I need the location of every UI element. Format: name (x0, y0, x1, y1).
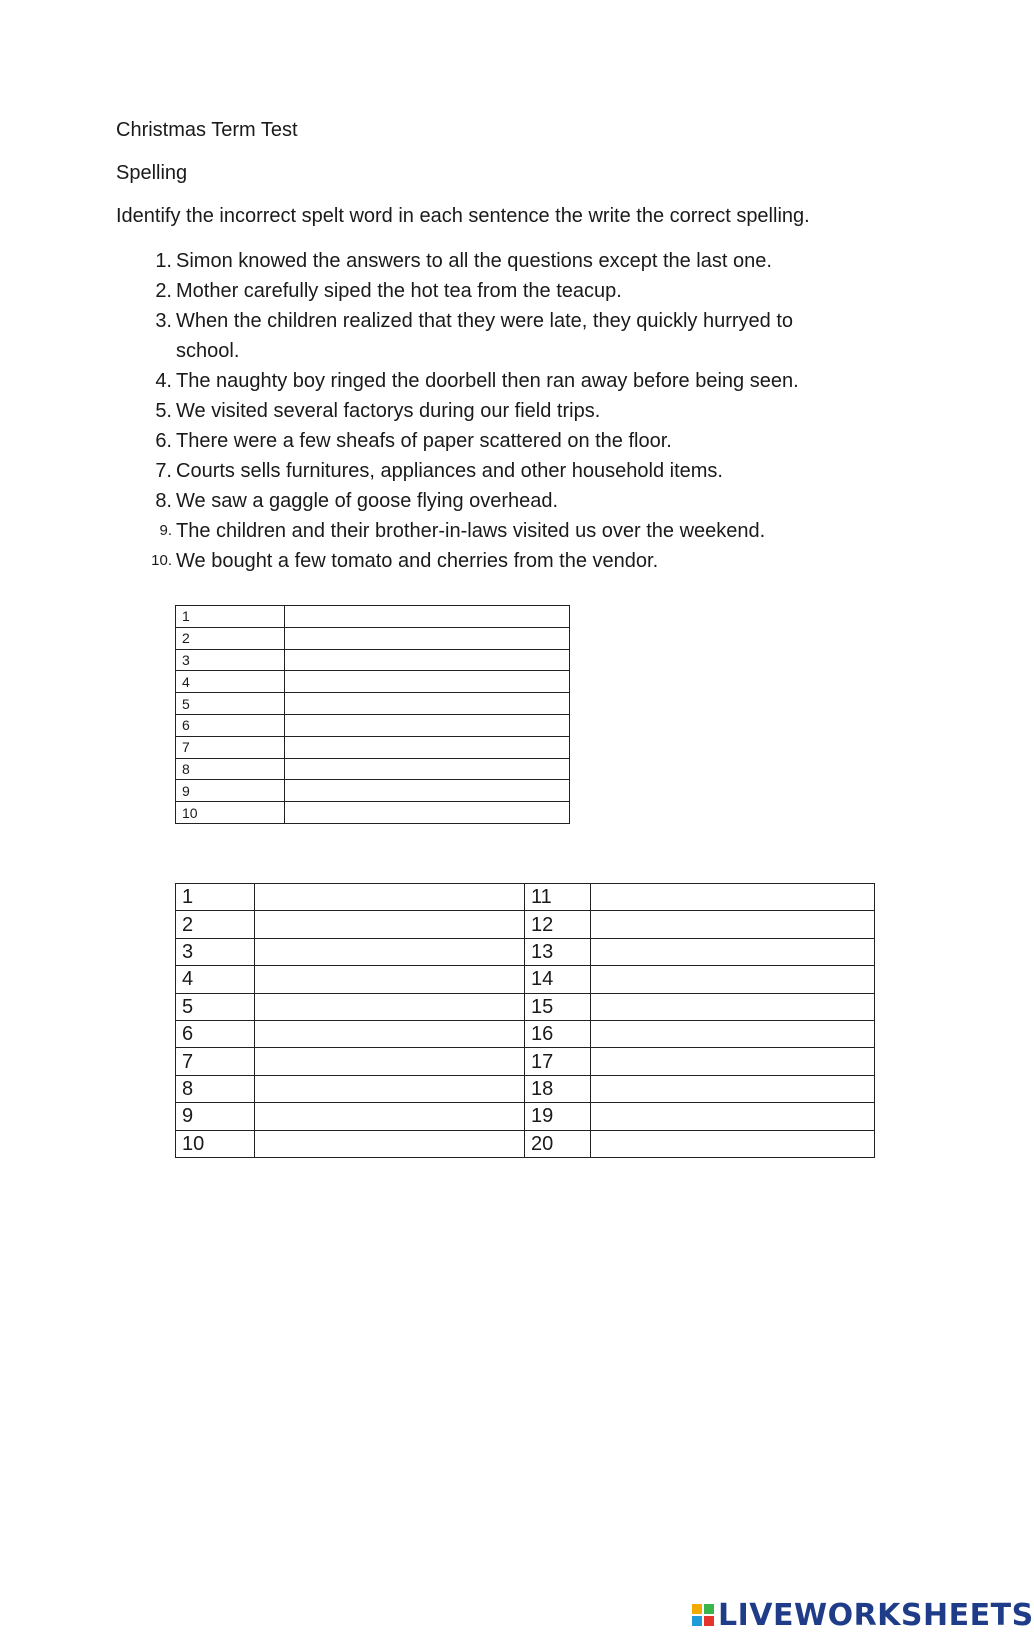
question-text: Mother carefully siped the hot tea from the teacup. (176, 280, 622, 302)
answer-cell[interactable] (285, 780, 570, 802)
row-number: 16 (525, 1020, 591, 1047)
question-number: 9. (159, 522, 172, 539)
document-title: Christmas Term Test (116, 119, 298, 141)
row-number: 9 (176, 1103, 255, 1130)
table-row (176, 714, 570, 736)
answer-cell[interactable] (285, 649, 570, 671)
answer-cell[interactable] (591, 884, 875, 911)
question-text: We visited several factorys during our field trips. (176, 400, 601, 422)
table-row (176, 1103, 875, 1130)
answer-cell[interactable] (591, 1048, 875, 1075)
answer-cell[interactable] (591, 938, 875, 965)
answer-cell[interactable] (285, 736, 570, 758)
answer-cell[interactable] (255, 911, 525, 938)
question-text: The children and their brother-in-laws visited us over the weekend. (176, 520, 766, 542)
answer-table-small (175, 605, 570, 824)
table-row (176, 884, 875, 911)
table-row (176, 693, 570, 715)
answer-cell[interactable] (285, 802, 570, 824)
question-number: 3. (155, 310, 172, 332)
answer-cell[interactable] (285, 714, 570, 736)
row-number: 7 (176, 736, 285, 758)
question-number: 2. (155, 280, 172, 302)
row-number: 19 (525, 1103, 591, 1130)
logo-square (692, 1616, 702, 1626)
liveworksheets-logo-icon (692, 1604, 714, 1626)
table-row (176, 1048, 875, 1075)
row-number: 13 (525, 938, 591, 965)
answer-table-large (175, 883, 875, 1158)
answer-cell[interactable] (591, 1130, 875, 1157)
question-text: We bought a few tomato and cherries from the vendor. (176, 550, 659, 572)
logo-square (704, 1616, 714, 1626)
row-number: 10 (176, 802, 285, 824)
answer-cell[interactable] (591, 1075, 875, 1102)
row-number: 8 (176, 758, 285, 780)
answer-cell[interactable] (255, 884, 525, 911)
question-number: 10. (151, 552, 172, 569)
question-number: 7. (155, 460, 172, 482)
question-item (140, 456, 840, 486)
section-title: Spelling (116, 162, 188, 184)
question-number: 1. (155, 250, 172, 272)
row-number: 8 (176, 1075, 255, 1102)
question-text: There were a few sheafs of paper scattered on the floor. (176, 430, 672, 452)
question-item (140, 306, 840, 366)
row-number: 15 (525, 993, 591, 1020)
answer-cell[interactable] (285, 693, 570, 715)
question-item (140, 396, 840, 426)
row-number: 5 (176, 993, 255, 1020)
row-number: 9 (176, 780, 285, 802)
table-row (176, 627, 570, 649)
table-row (176, 736, 570, 758)
answer-cell[interactable] (255, 966, 525, 993)
question-number: 5. (155, 400, 172, 422)
row-number: 7 (176, 1048, 255, 1075)
answer-cell[interactable] (255, 1020, 525, 1047)
answer-cell[interactable] (591, 911, 875, 938)
row-number: 1 (176, 606, 285, 628)
table-row (176, 1020, 875, 1047)
table-row (176, 671, 570, 693)
row-number: 6 (176, 1020, 255, 1047)
question-item (140, 276, 840, 306)
answer-cell[interactable] (591, 966, 875, 993)
liveworksheets-brand[interactable] (692, 1597, 1034, 1633)
question-text: We saw a gaggle of goose flying overhead. (176, 490, 559, 512)
table-row (176, 758, 570, 780)
table-row (176, 802, 570, 824)
answer-cell[interactable] (255, 1075, 525, 1102)
row-number: 1 (176, 884, 255, 911)
question-number: 8. (155, 490, 172, 512)
table-row (176, 993, 875, 1020)
question-text: When the children realized that they were late, they quickly hurryed to school. (176, 310, 793, 362)
row-number: 18 (525, 1075, 591, 1102)
row-number: 4 (176, 671, 285, 693)
table-row (176, 938, 875, 965)
answer-cell[interactable] (255, 1048, 525, 1075)
table-row (176, 649, 570, 671)
question-item (140, 546, 840, 576)
brand-name: LIVEWORKSHEETS (718, 1597, 1034, 1633)
table-row (176, 1075, 875, 1102)
row-number: 14 (525, 966, 591, 993)
question-text: The naughty boy ringed the doorbell then ran away before being seen. (176, 370, 799, 392)
logo-square (704, 1604, 714, 1614)
row-number: 10 (176, 1130, 255, 1157)
question-item (140, 366, 840, 396)
logo-square (692, 1604, 702, 1614)
answer-cell[interactable] (255, 938, 525, 965)
row-number: 5 (176, 693, 285, 715)
table-row (176, 606, 570, 628)
question-number: 6. (155, 430, 172, 452)
row-number: 2 (176, 911, 255, 938)
table-row (176, 966, 875, 993)
answer-cell[interactable] (591, 993, 875, 1020)
table-row (176, 1130, 875, 1157)
row-number: 20 (525, 1130, 591, 1157)
answer-cell[interactable] (285, 758, 570, 780)
question-text: Simon knowed the answers to all the questions except the last one. (176, 250, 772, 272)
row-number: 6 (176, 714, 285, 736)
answer-cell[interactable] (285, 671, 570, 693)
question-item (140, 246, 840, 276)
question-number: 4. (155, 370, 172, 392)
answer-cell[interactable] (255, 1103, 525, 1130)
table-row (176, 911, 875, 938)
row-number: 3 (176, 938, 255, 965)
row-number: 2 (176, 627, 285, 649)
row-number: 17 (525, 1048, 591, 1075)
answer-cell[interactable] (285, 606, 570, 628)
question-item (140, 486, 840, 516)
row-number: 11 (525, 884, 591, 911)
answer-cell[interactable] (591, 1020, 875, 1047)
answer-cell[interactable] (255, 1130, 525, 1157)
row-number: 12 (525, 911, 591, 938)
answer-cell[interactable] (255, 993, 525, 1020)
row-number: 3 (176, 649, 285, 671)
answer-cell[interactable] (591, 1103, 875, 1130)
question-item (140, 426, 840, 456)
question-text: Courts sells furnitures, appliances and other household items. (176, 460, 723, 482)
question-list (140, 246, 840, 576)
table-row (176, 780, 570, 802)
answer-cell[interactable] (285, 627, 570, 649)
instructions: Identify the incorrect spelt word in each sentence the write the correct spelling. (116, 205, 810, 227)
row-number: 4 (176, 966, 255, 993)
question-item (140, 516, 840, 546)
